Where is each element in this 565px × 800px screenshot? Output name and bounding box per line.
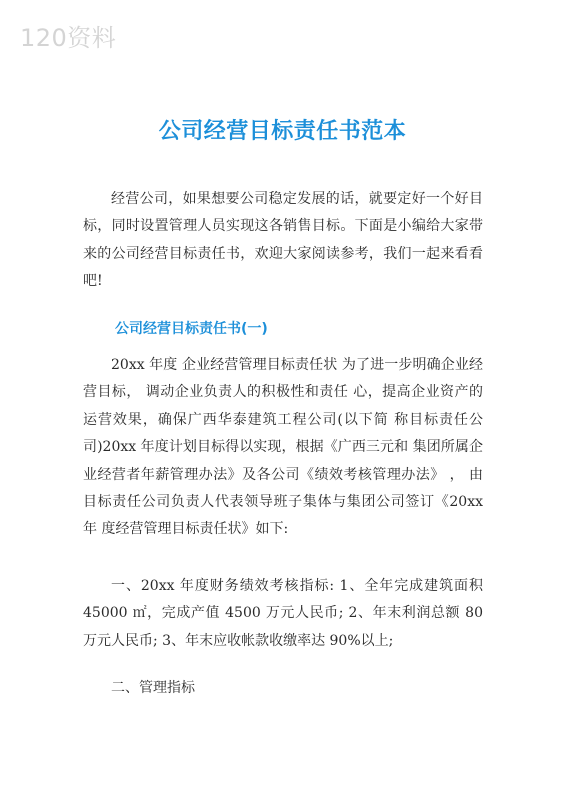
section-heading: 公司经营目标责任书(一)	[115, 321, 268, 337]
document-title: 公司经营目标责任书范本	[158, 119, 407, 144]
intro-paragraph: 经营公司，如果想要公司稳定发展的话，就要定好一个好目标，同时设置管理人员实现这各销售目标。下面是小编给大家带来的公司经营目标责任书，欢迎大家阅读参考，我们一起来看看吧!	[83, 191, 483, 290]
watermark-logo: 120资料	[20, 24, 117, 52]
body-paragraph-3: 二、管理指标	[111, 680, 195, 696]
body-paragraph-2: 一、20xx 年度财务绩效考核指标: 1、全年完成建筑面积 45000 ㎡，完成产值 4500 万元人民币; 2、年末利润总额 80 万元人民币; 3、年末应收帐款收缴率达 90%以上;	[83, 578, 483, 649]
body-paragraph-1: 20xx 年度 企业经营管理目标责任状 为了进一步明确企业经营目标， 调动企业负责人的积极性和责任 心，提高企业资产的运营效果，确保广西华泰建筑工程公司(以下简 称目标责任公司)20xx 年度计划目标得以实现，根据《广西三元和 集团所属企业经营者年薪管理办法》及各公司《绩效考核管理办法》 ， 由目标责任公司负责人代表领导班子集体与集团公司签订《20xx 年 度经营管理目标责任状》如下:	[83, 357, 483, 538]
